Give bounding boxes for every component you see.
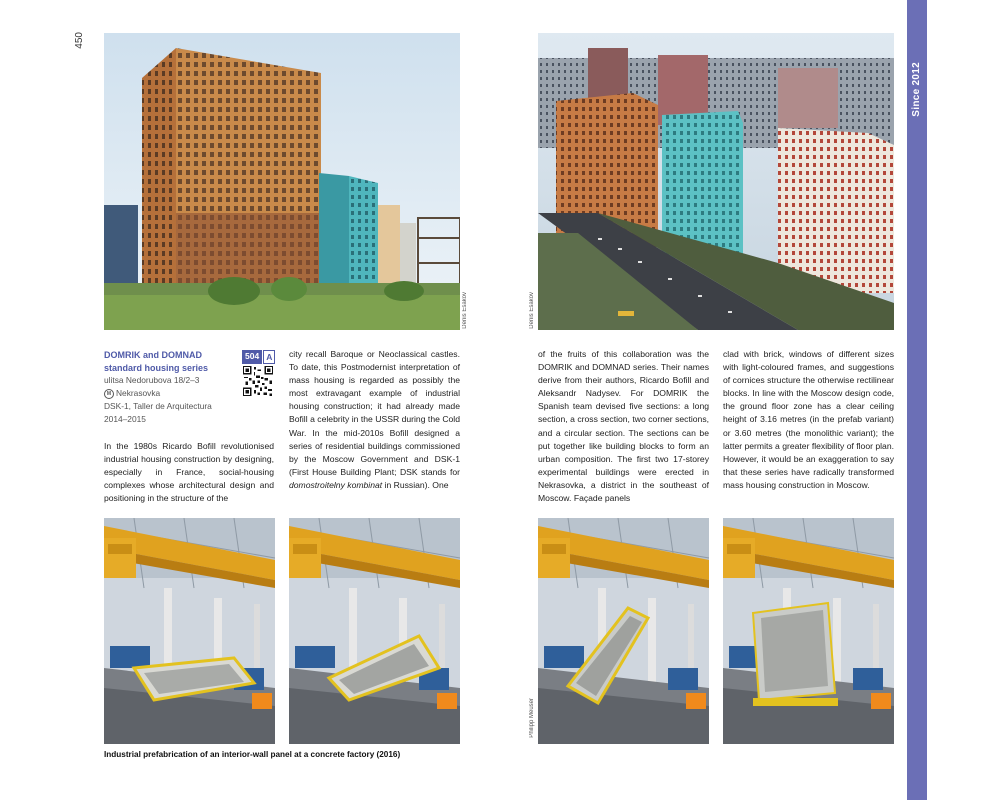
page-number-left: 450: [74, 32, 85, 49]
entry-title-line2: standard housing series: [104, 362, 209, 373]
text-column-2: [289, 348, 460, 492]
section-sidebar: [907, 0, 927, 800]
entry-address: ulitsa Nedorubova 18/2–3: [104, 375, 200, 385]
text-column-3: [538, 348, 709, 505]
entry-letter: A: [263, 350, 275, 364]
text-column-4: [723, 348, 894, 492]
metro-icon: M: [104, 389, 114, 399]
entry-metro: [104, 387, 244, 400]
text-column-2-part-a: city recall Baroque or Neoclassical castles. To date, this Postmodernist interpretation of mass housing is regarded as possibly the most extravagant example of industrial housing construction; it had already made Bofill a celebrity in the USSR during the Cold War. In the mid-2010s Bofill designed a series of residential buildings commissioned by the Moscow Government and DSK-1 (First House Building Plant; DSK stands for: [289, 349, 460, 477]
qr-code-icon: [243, 366, 273, 396]
section-tab-label: Since 2012: [911, 62, 922, 117]
photo-housing-aerial-right: [538, 33, 894, 330]
entry-meta: [104, 374, 244, 426]
photo-housing-block-left: [104, 33, 460, 330]
entry-title: [104, 349, 239, 374]
entry-metro-name: Nekrasovka: [116, 388, 161, 398]
photo-credit-top-right: Denis Esakov: [529, 292, 535, 329]
photo-factory-2: [289, 518, 460, 744]
entry-number-badge: [242, 350, 275, 364]
text-column-3-body: of the fruits of this collaboration was the DOMRIK and DOMNAD series. Their names derive from their authors, Ricardo Bofill and Aleksandr Nadysev. For DOMRIK the Spanish team devised five sections: a long section, a cross section, two corner sections, and a circular section. The sections can be put together like building blocks to form an urban composition. The first two 17-storey experimental buildings were erected in Nekrasovka, a district in the southeast of Moscow. Façade panels: [538, 349, 709, 504]
entry-number: 504: [242, 350, 262, 364]
text-column-2-part-b: in Russian). One: [382, 479, 449, 490]
photo-factory-4: [723, 518, 894, 744]
entry-architects: DSK-1, Taller de Arquitectura: [104, 401, 212, 411]
photo-factory-1: [104, 518, 275, 744]
text-column-2-emphasis: domostroitelny kombinat: [289, 479, 383, 490]
text-column-1-body: In the 1980s Ricardo Bofill revolutionised industrial housing construction by designing, especially in France, social-housing complexes whose architectural design and positioning in the structure of the: [104, 441, 274, 504]
text-column-4-body: clad with brick, windows of different sizes with light-coloured frames, and suggestions of cornices structure the otherwise rectilinear blocks. In line with the Moscow design code, the ground floor zone has a clear ceiling height of 3.16 metres (in the prefab variant) or 3.60 metres (the monolithic variant); the latter permits a greater flexibility of floor plan. However, it would be an exaggeration to say that these series have radically transformed mass housing construction in Moscow.: [723, 349, 894, 490]
text-column-1: [104, 440, 274, 505]
figure-caption: Industrial prefabrication of an interior-wall panel at a concrete factory (2016): [104, 750, 401, 759]
photo-credit-top-left: Denis Esakov: [462, 292, 468, 329]
text-column-2-body: [289, 348, 460, 492]
entry-years: 2014–2015: [104, 414, 146, 424]
photo-factory-3: [538, 518, 709, 744]
entry-title-line1: DOMRIK and DOMNAD: [104, 350, 202, 360]
photo-credit-bottom: Philipp Meuser: [529, 698, 535, 738]
